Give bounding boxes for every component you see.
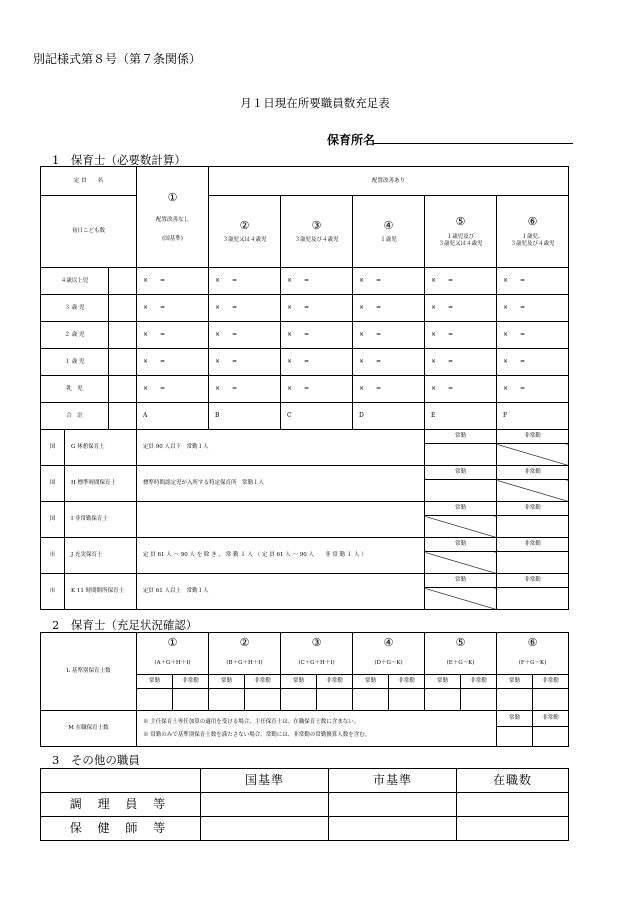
col-label: １歳児	[380, 237, 397, 244]
calc-cell[interactable]: × =	[281, 322, 353, 349]
form-number: 別記様式第８号（第７条関係）	[33, 52, 202, 66]
age-label: ３ 歳 児	[41, 295, 109, 322]
parttime-input[interactable]	[317, 689, 353, 711]
col-formula: (B＋G＋H＋I)	[209, 653, 281, 675]
parttime-header: 非常勤	[497, 466, 569, 480]
fulltime-header: 常勤	[425, 502, 497, 516]
parttime-input[interactable]	[389, 689, 425, 711]
calc-cell[interactable]: × =	[137, 295, 209, 322]
fulltime-input[interactable]	[425, 552, 497, 574]
col-formula: (D＋G～K)	[353, 653, 425, 675]
improve-label: 配置改善あり	[209, 167, 569, 196]
blank-header	[41, 769, 201, 793]
school-name-label: 保育所名	[327, 133, 376, 147]
m-label: M 在職保育士数	[41, 711, 137, 747]
staff-type: 国	[41, 466, 65, 502]
calc-cell[interactable]: × =	[209, 268, 281, 295]
row-cook: 調 理 員 等	[41, 793, 201, 817]
fulltime-input[interactable]	[137, 689, 173, 711]
staff-name: I 非常勤保育士	[65, 502, 137, 538]
calc-cell[interactable]: × =	[209, 349, 281, 376]
parttime-input[interactable]	[497, 588, 569, 610]
col-label: ３歳児及び４歳児	[294, 237, 339, 244]
fulltime-header: 常勤	[425, 466, 497, 480]
col-num: ③	[281, 633, 353, 653]
note-2: ※ 常勤のみで基準別保育士数を満たさない場合、常勤には、非常勤の常勤換算人数を含む。	[143, 731, 371, 738]
staff-name: J 充実保育士	[65, 538, 137, 574]
calc-cell[interactable]: × =	[497, 268, 569, 295]
col-header	[425, 196, 497, 268]
calc-cell[interactable]: × =	[209, 295, 281, 322]
calc-cell[interactable]: A	[137, 403, 209, 430]
staff-name: K 11 時間開所保育士	[65, 574, 137, 610]
fulltime-input[interactable]	[425, 480, 497, 502]
fulltime-input[interactable]	[425, 689, 461, 711]
note-1: ※ 主任保育士専任加算の適用を受ける場合、主任保育士は、在職保育士数に含まない。	[143, 718, 360, 725]
age-row	[41, 349, 569, 376]
staff-type: 市	[41, 574, 65, 610]
parttime-header: 非常勤	[533, 675, 569, 689]
col-num: ⑤	[455, 215, 466, 229]
col-num: ④	[383, 218, 394, 232]
col-formula: (E＋G～K)	[425, 653, 497, 675]
parttime-input[interactable]	[497, 444, 569, 466]
col-num: ②	[239, 218, 250, 232]
col-header	[281, 196, 353, 268]
calc-cell[interactable]: × =	[137, 268, 209, 295]
calc-cell[interactable]: × =	[137, 376, 209, 403]
section2-heading: 2 保育士（充足状況確認）	[52, 618, 198, 632]
staff-row	[41, 502, 569, 516]
col-num: ①	[167, 191, 178, 205]
calc-cell[interactable]: × =	[353, 349, 425, 376]
col-num: ⑤	[425, 633, 497, 653]
calc-cell[interactable]: × =	[425, 322, 497, 349]
parttime-header: 非常勤	[497, 574, 569, 588]
calc-cell[interactable]: × =	[425, 268, 497, 295]
col1-sub: (国基準)	[162, 235, 183, 242]
calc-cell[interactable]: × =	[281, 295, 353, 322]
calc-cell[interactable]: × =	[497, 376, 569, 403]
count-input[interactable]	[109, 376, 137, 403]
section1-heading: 1 保育士（必要数計算）	[52, 153, 186, 167]
staff-desc	[137, 502, 425, 538]
col-label: １歳児、 ３歳児及び４歳児	[510, 234, 555, 247]
parttime-header: 非常勤	[245, 675, 281, 689]
col-num: ⑥	[497, 633, 569, 653]
age-label: 乳 児	[41, 376, 109, 403]
calc-cell[interactable]: × =	[353, 322, 425, 349]
col1-header	[137, 167, 209, 268]
fulltime-header: 常勤	[281, 675, 317, 689]
parttime-header: 非常勤	[497, 502, 569, 516]
m-parttime-header: 非常勤	[533, 711, 569, 727]
staff-desc: 定員 90 人以下 常勤１人	[137, 430, 425, 466]
capacity-label: 定 員 名	[41, 167, 137, 196]
fulltime-header: 常勤	[137, 675, 173, 689]
col-header	[353, 196, 425, 268]
fulltime-input[interactable]	[425, 444, 497, 466]
col-num: ④	[353, 633, 425, 653]
calc-cell[interactable]: F	[497, 403, 569, 430]
m-fulltime-input[interactable]	[497, 727, 533, 747]
fulltime-header: 常勤	[425, 574, 497, 588]
school-name-input-line[interactable]	[373, 143, 573, 144]
notes	[137, 711, 497, 747]
calc-cell[interactable]: B	[209, 403, 281, 430]
section3-table	[40, 768, 569, 841]
col-formula: (A＋G＋H＋I)	[137, 653, 209, 675]
calc-cell[interactable]: × =	[353, 376, 425, 403]
fulltime-header: 常勤	[497, 675, 533, 689]
col-header	[497, 196, 569, 268]
count-input[interactable]	[109, 349, 137, 376]
col-num: ③	[311, 218, 322, 232]
count-input[interactable]	[109, 322, 137, 349]
parttime-input[interactable]	[245, 689, 281, 711]
calc-cell[interactable]: C	[281, 403, 353, 430]
staff-type: 国	[41, 430, 65, 466]
staff-type: 市	[41, 538, 65, 574]
calc-cell[interactable]: × =	[425, 349, 497, 376]
calc-cell[interactable]: × =	[137, 322, 209, 349]
parttime-input[interactable]	[533, 689, 569, 711]
header-current: 在職数	[457, 769, 569, 793]
age-label: １ 歳 児	[41, 349, 109, 376]
calc-cell[interactable]: × =	[425, 376, 497, 403]
calc-cell[interactable]: × =	[425, 295, 497, 322]
fulltime-header: 常勤	[209, 675, 245, 689]
fulltime-header: 常勤	[425, 538, 497, 552]
parttime-header: 非常勤	[389, 675, 425, 689]
parttime-input[interactable]	[461, 689, 497, 711]
fulltime-input[interactable]	[281, 689, 317, 711]
col-header	[209, 196, 281, 268]
cook-city[interactable]	[329, 793, 457, 817]
staff-row	[41, 430, 569, 444]
calc-cell[interactable]: D	[353, 403, 425, 430]
count-input[interactable]	[109, 295, 137, 322]
age-row	[41, 295, 569, 322]
section3-heading: 3 その他の職員	[52, 753, 140, 767]
col-num: ①	[137, 633, 209, 653]
cook-national[interactable]	[201, 793, 329, 817]
fulltime-input[interactable]	[209, 689, 245, 711]
parttime-input[interactable]	[497, 480, 569, 502]
fulltime-input[interactable]	[353, 689, 389, 711]
cook-current[interactable]	[457, 793, 569, 817]
page-title: 月１日現在所要職員数充足表	[240, 96, 390, 110]
calc-cell[interactable]: × =	[209, 376, 281, 403]
parttime-header: 非常勤	[173, 675, 209, 689]
staff-desc: 定 員 61 人 ～ 90 人 を 除 き 、 常 勤 １ 人 （ 定 員 61 人 ～ 90 人 非 常 勤 １ 人 ）	[137, 538, 425, 574]
fulltime-input[interactable]	[425, 588, 497, 610]
parttime-header: 非常勤	[317, 675, 353, 689]
fulltime-header: 常勤	[425, 430, 497, 444]
parttime-header: 非常勤	[497, 538, 569, 552]
age-label: ４歳以上児	[41, 268, 109, 295]
staff-type: 国	[41, 502, 65, 538]
staff-desc: 定員 61 人以上 常勤１人	[137, 574, 425, 610]
col-formula: (F＋G～K)	[497, 653, 569, 675]
calc-cell[interactable]: × =	[209, 322, 281, 349]
staff-name: G 休憩保育士	[65, 430, 137, 466]
staff-row	[41, 574, 569, 588]
m-parttime-input[interactable]	[533, 727, 569, 747]
m-fulltime-header: 常勤	[497, 711, 533, 727]
col-num: ②	[209, 633, 281, 653]
header-city: 市基準	[329, 769, 457, 793]
nurse-city[interactable]	[329, 817, 457, 841]
calc-cell[interactable]: × =	[281, 349, 353, 376]
enrolled-label: 初日こども数	[41, 196, 137, 268]
row-nurse: 保 健 師 等	[41, 817, 201, 841]
header-national: 国基準	[201, 769, 329, 793]
calc-cell[interactable]: × =	[353, 295, 425, 322]
calc-cell[interactable]: × =	[137, 349, 209, 376]
calc-cell[interactable]: × =	[497, 349, 569, 376]
col-label: １歳児及び ３歳児又は４歳児	[438, 234, 483, 247]
fulltime-input[interactable]	[497, 689, 533, 711]
section1-table	[40, 166, 569, 610]
calc-cell[interactable]: E	[425, 403, 497, 430]
age-row	[41, 268, 569, 295]
staff-row	[41, 466, 569, 480]
staff-desc: 標準時間認定児が入所する特定保育所 常勤１人	[137, 466, 425, 502]
parttime-header: 非常勤	[497, 430, 569, 444]
col-label: ３歳児又は４歳児	[222, 237, 267, 244]
parttime-header: 非常勤	[461, 675, 497, 689]
age-row	[41, 403, 569, 430]
age-row	[41, 376, 569, 403]
col1-label: 配置改善なし	[156, 217, 190, 223]
nurse-national[interactable]	[201, 817, 329, 841]
fulltime-header: 常勤	[353, 675, 389, 689]
col-formula: (C＋G＋H＋I)	[281, 653, 353, 675]
calc-cell[interactable]: × =	[281, 376, 353, 403]
parttime-input[interactable]	[497, 552, 569, 574]
calc-cell[interactable]: × =	[497, 322, 569, 349]
calc-cell[interactable]: × =	[353, 268, 425, 295]
staff-row	[41, 538, 569, 552]
age-label: ２ 歳 児	[41, 322, 109, 349]
calc-cell[interactable]: × =	[497, 295, 569, 322]
staff-name: H 標準時間保育士	[65, 466, 137, 502]
parttime-input[interactable]	[173, 689, 209, 711]
section2-table	[40, 632, 569, 747]
calc-cell[interactable]: × =	[281, 268, 353, 295]
nurse-current[interactable]	[457, 817, 569, 841]
l-label: L 基準別保育士数	[41, 633, 137, 711]
count-input[interactable]	[109, 403, 137, 430]
age-label: 合 計	[41, 403, 109, 430]
fulltime-header: 常勤	[425, 675, 461, 689]
col-num: ⑥	[527, 215, 538, 229]
count-input[interactable]	[109, 268, 137, 295]
parttime-input[interactable]	[497, 516, 569, 538]
age-row	[41, 322, 569, 349]
fulltime-input[interactable]	[425, 516, 497, 538]
